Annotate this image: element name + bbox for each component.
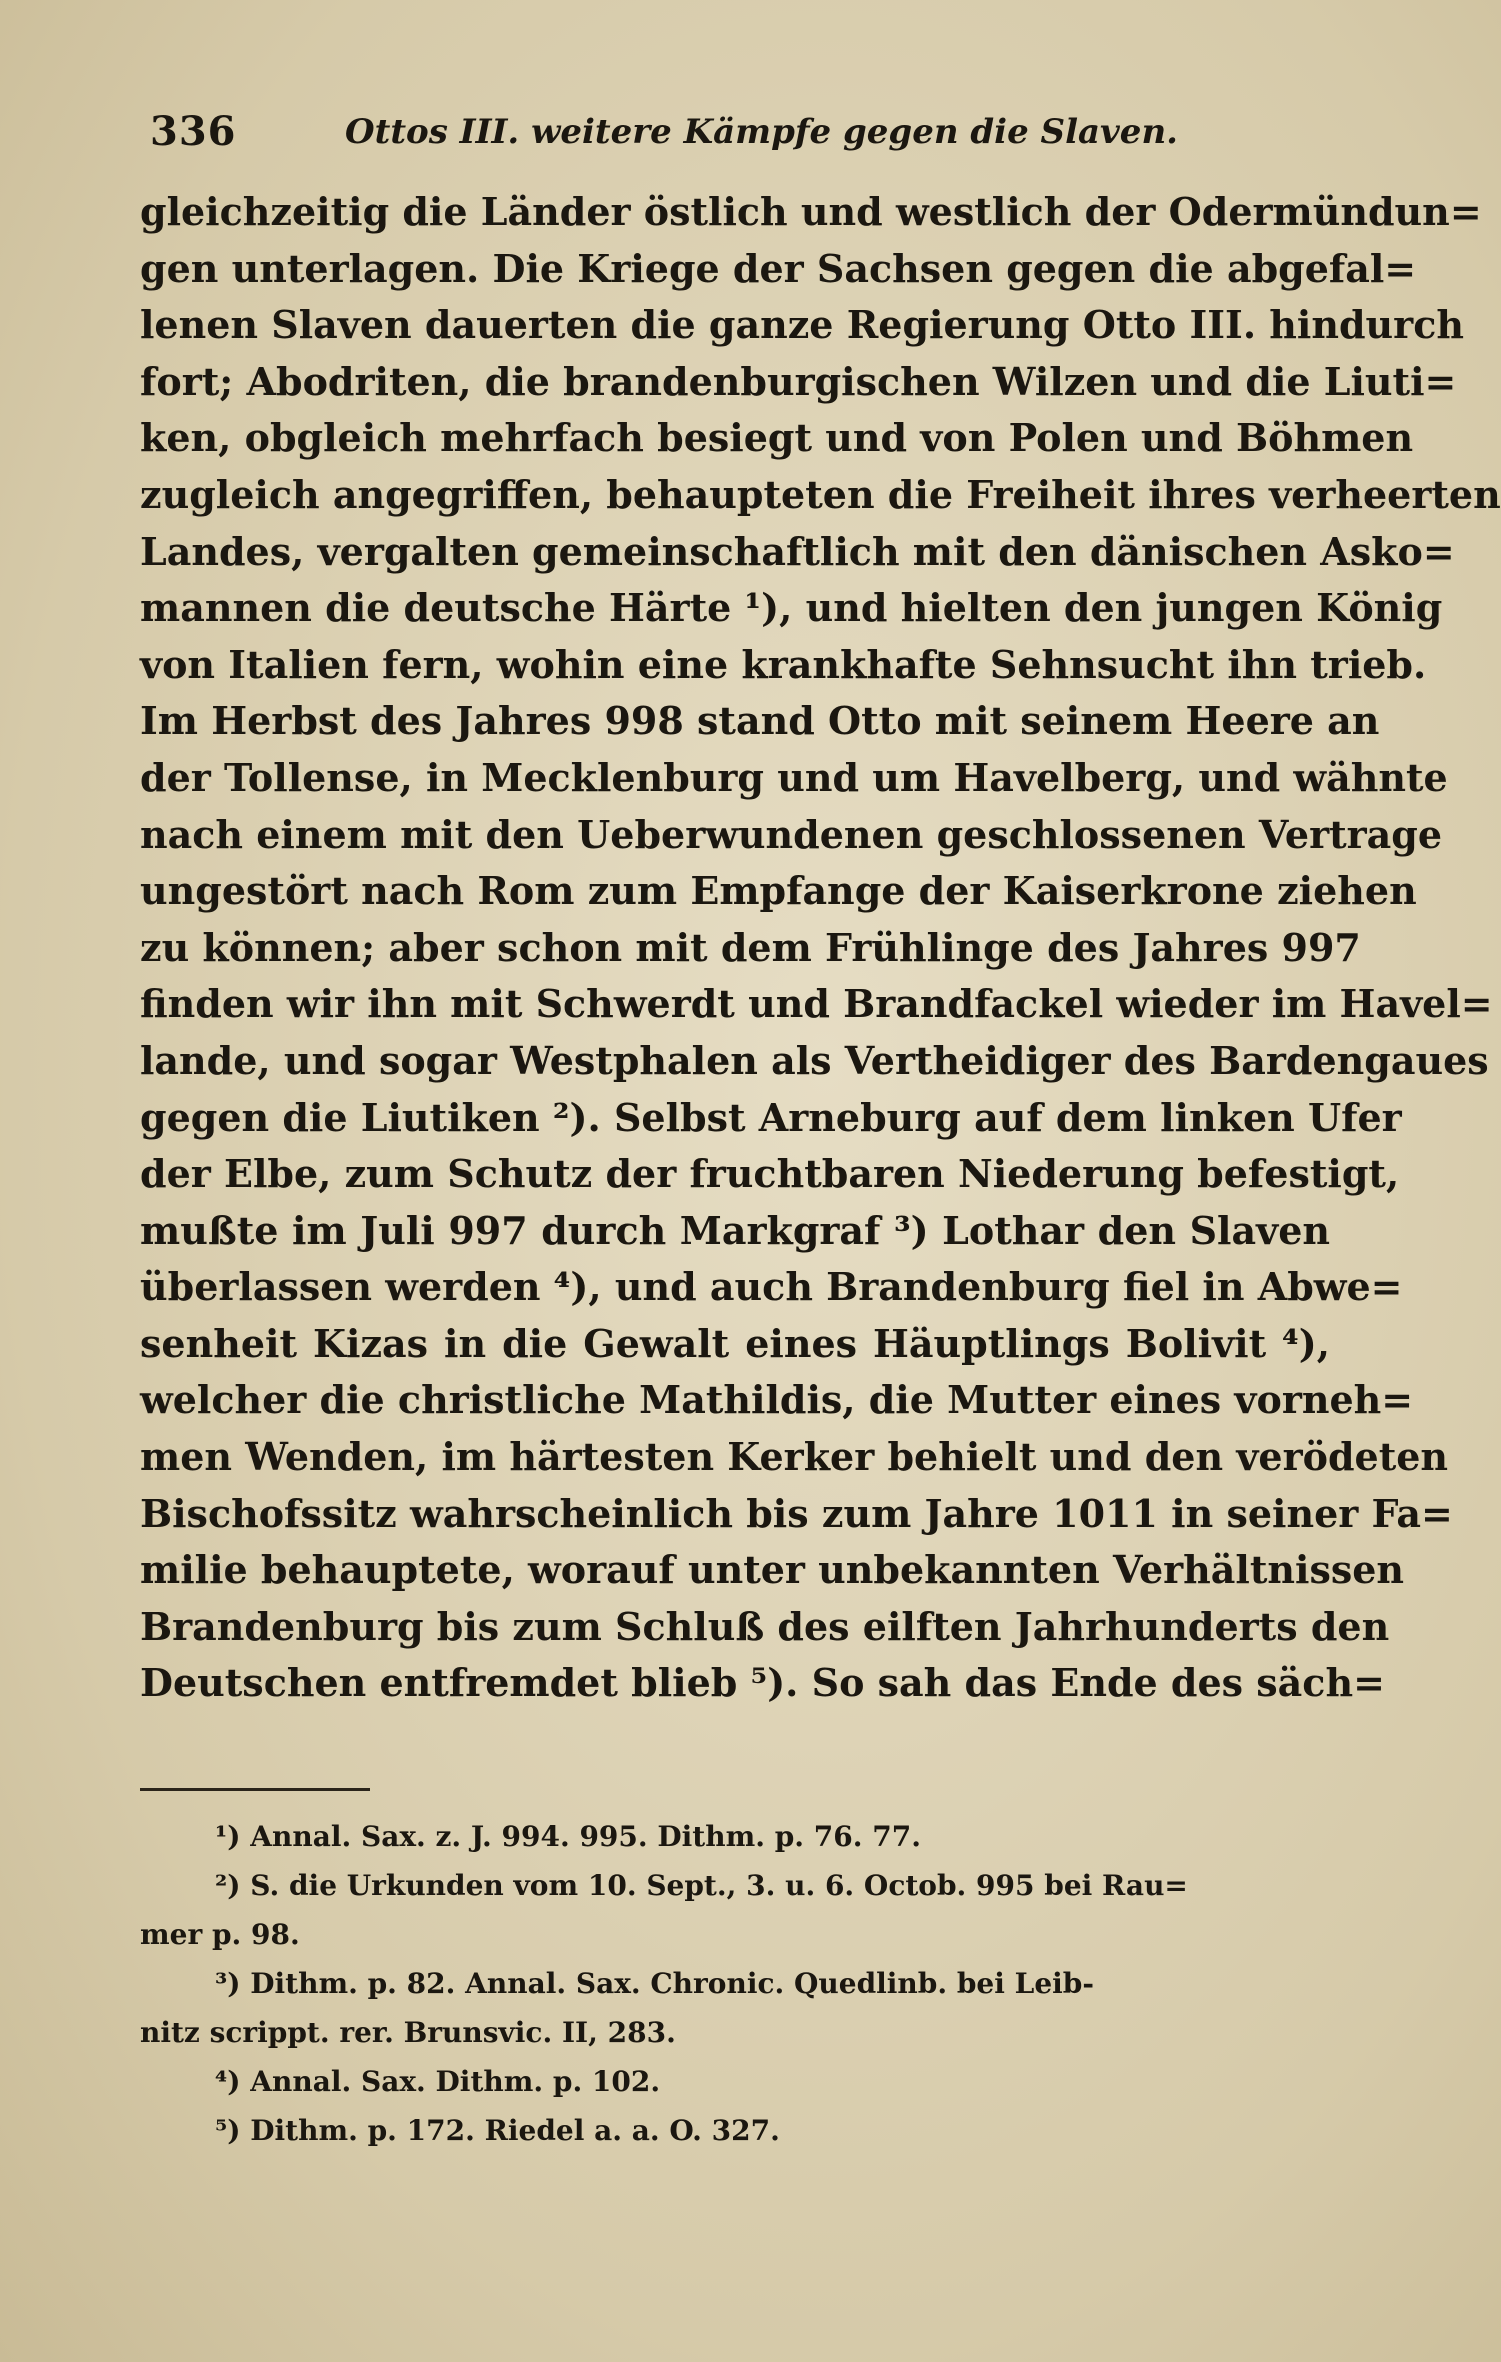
- page-number: 336: [150, 108, 237, 155]
- text-line: der Elbe, zum Schutz der fruchtbaren Niederung befestigt,: [140, 1151, 1400, 1197]
- text-line: mußte im Juli 997 durch Markgraf ³) Lothar den Slaven: [140, 1207, 1330, 1253]
- page-header: [140, 108, 1320, 168]
- footnote-continuation: mer p. 98.: [140, 1918, 300, 1951]
- body-text: [140, 184, 1501, 1712]
- text-line: überlassen werden ⁴), und auch Brandenburg fiel in Abwe=: [140, 1264, 1403, 1310]
- text-line: Landes, vergalten gemeinschaftlich mit den dänischen Asko=: [140, 528, 1455, 574]
- footnote: ¹) Annal. Sax. z. J. 994. 995. Dithm. p. 76. 77.: [215, 1820, 921, 1853]
- text-line: milie behauptete, worauf unter unbekannten Verhältnissen: [140, 1547, 1405, 1593]
- text-line: ken, obgleich mehrfach besiegt und von Polen und Böhmen: [140, 415, 1414, 461]
- footnote: ⁴) Annal. Sax. Dithm. p. 102.: [215, 2065, 661, 2098]
- text-line: Im Herbst des Jahres 998 stand Otto mit seinem Heere an: [140, 698, 1380, 744]
- footnote-continuation: nitz scrippt. rer. Brunsvic. II, 283.: [140, 2016, 676, 2049]
- footnote: ³) Dithm. p. 82. Annal. Sax. Chronic. Quedlinb. bei Leib-: [215, 1967, 1094, 2000]
- text-line: Brandenburg bis zum Schluß des eilften Jahrhunderts den: [140, 1603, 1390, 1649]
- text-line: gleichzeitig die Länder östlich und westlich der Odermündun=: [140, 189, 1482, 234]
- text-line: Bischofssitz wahrscheinlich bis zum Jahre 1011 in seiner Fa=: [140, 1490, 1453, 1536]
- text-line: senheit Kizas in die Gewalt eines Häuptlings Bolivit ⁴),: [140, 1320, 1330, 1366]
- footnotes: [140, 1812, 1330, 2155]
- text-line: ungestört nach Rom zum Empfange der Kaiserkrone ziehen: [140, 868, 1417, 914]
- text-line: gen unterlagen. Die Kriege der Sachsen gegen die abgefal=: [140, 245, 1417, 291]
- text-line: lenen Slaven dauerten die ganze Regierung Otto III. hindurch: [140, 302, 1464, 348]
- text-line: fort; Abodriten, die brandenburgischen Wilzen und die Liuti=: [140, 358, 1457, 404]
- text-line: von Italien fern, wohin eine krankhafte Sehnsucht ihn trieb.: [140, 641, 1427, 687]
- footnote-rule: [140, 1788, 370, 1791]
- running-head: Ottos III. weitere Kämpfe gegen die Slaven.: [345, 112, 1178, 152]
- text-line: nach einem mit den Ueberwundenen geschlossenen Vertrage: [140, 811, 1443, 857]
- footnote: ²) S. die Urkunden vom 10. Sept., 3. u. 6. Octob. 995 bei Rau=: [215, 1869, 1188, 1902]
- footnote: ⁵) Dithm. p. 172. Riedel a. a. O. 327.: [215, 2114, 780, 2147]
- text-line: welcher die christliche Mathildis, die Mutter eines vorneh=: [140, 1377, 1414, 1423]
- text-line: lande, und sogar Westphalen als Vertheidiger des Bardengaues: [140, 1037, 1489, 1083]
- text-line: zugleich angegriffen, behaupteten die Freiheit ihres verheerten: [140, 471, 1501, 517]
- text-line: der Tollense, in Mecklenburg und um Havelberg, und wähnte: [140, 754, 1448, 800]
- text-line: zu können; aber schon mit dem Frühlinge des Jahres 997: [140, 924, 1361, 970]
- text-line: men Wenden, im härtesten Kerker behielt und den verödeten: [140, 1434, 1449, 1480]
- text-line: mannen die deutsche Härte ¹), und hielten den jungen König: [140, 585, 1443, 631]
- text-line: gegen die Liutiken ²). Selbst Arneburg auf dem linken Ufer: [140, 1094, 1402, 1140]
- text-line: Deutschen entfremdet blieb ⁵). So sah das Ende des säch=: [140, 1660, 1385, 1706]
- text-line: finden wir ihn mit Schwerdt und Brandfackel wieder im Havel=: [140, 981, 1493, 1027]
